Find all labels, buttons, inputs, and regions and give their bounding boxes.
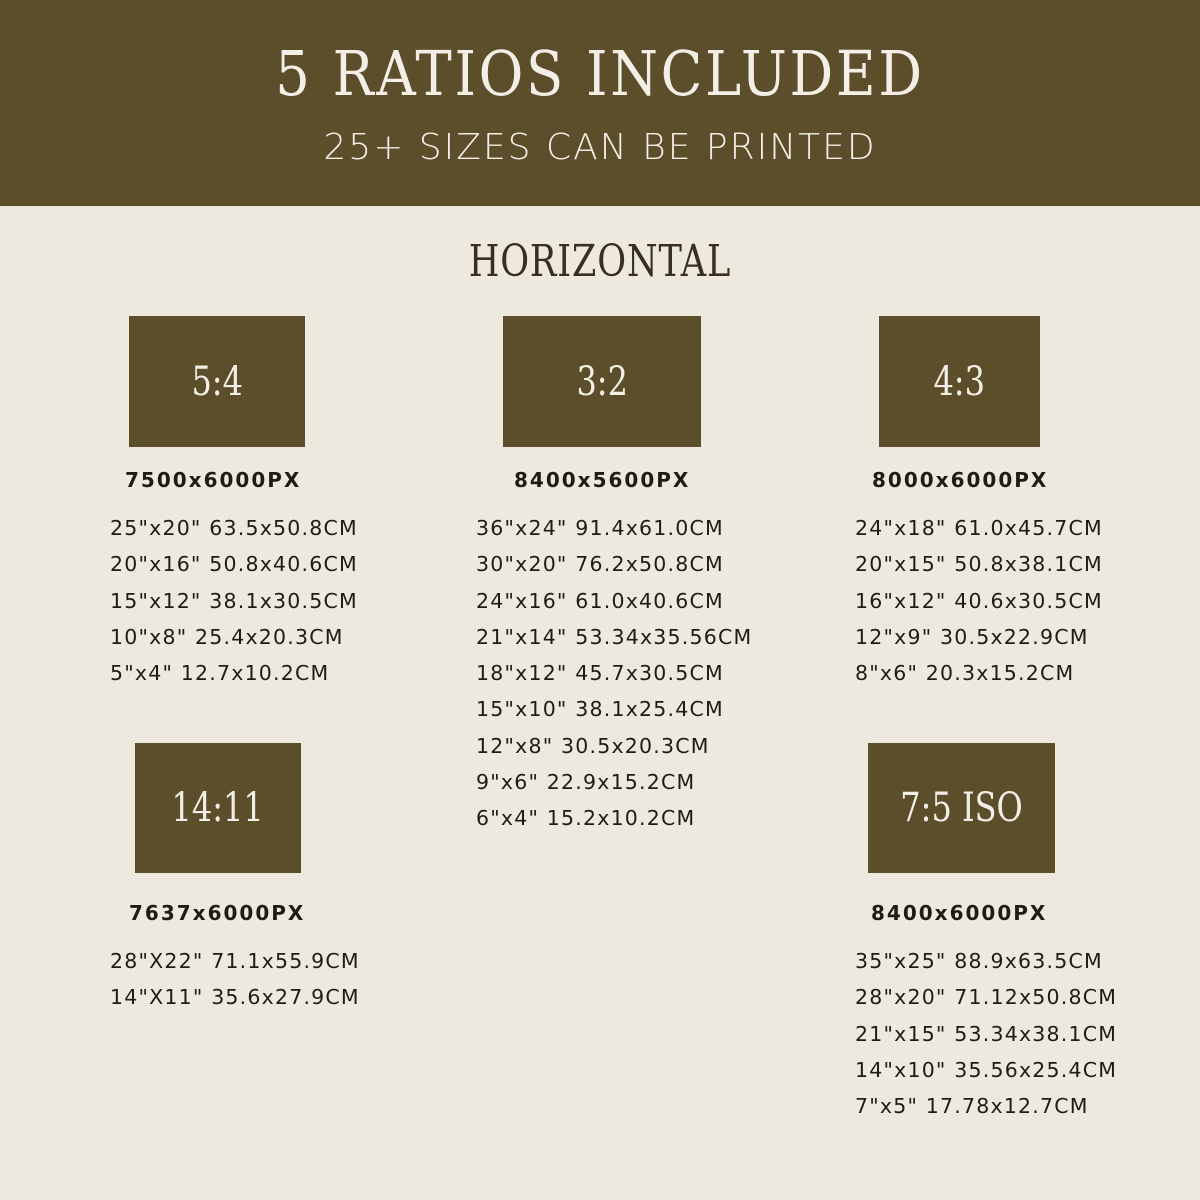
list-item: 10"x8" 25.4x20.3CM [110, 624, 344, 649]
list-item: 20"x15" 50.8x38.1CM [855, 552, 1103, 577]
ratio-box-3-2 [503, 316, 701, 447]
page-subtitle: 25+ SIZES CAN BE PRINTED [323, 127, 877, 168]
pixel-dimensions: 7637x6000PX [129, 901, 306, 925]
list-item: 24"x18" 61.0x45.7CM [855, 516, 1103, 540]
header-banner [0, 0, 1200, 206]
list-item: 28"x20" 71.12x50.8CM [855, 985, 1118, 1010]
ratio-label: 5:4 [191, 358, 243, 405]
list-item: 16"x12" 40.6x30.5CM [855, 588, 1103, 613]
list-item: 21"x15" 53.34x38.1CM [855, 1021, 1118, 1046]
list-item: 12"x9" 30.5x22.9CM [855, 624, 1089, 649]
list-item: 18"x12" 45.7x30.5CM [476, 661, 724, 686]
size-list-7-5-iso [855, 943, 1117, 1124]
ratio-label: 14:11 [171, 785, 265, 831]
list-item: 25"x20" 63.5x50.8CM [110, 516, 358, 540]
list-item: 15"x12" 38.1x30.5CM [110, 588, 358, 613]
pixel-dimensions: 8000x6000PX [872, 468, 1049, 492]
list-item: 21"x14" 53.34x35.56CM [476, 624, 753, 649]
list-item: 6"x4" 15.2x10.2CM [476, 806, 696, 831]
ratio-box-5-4 [129, 316, 305, 447]
size-list-4-3 [855, 510, 1103, 691]
list-item: 9"x6" 22.9x15.2CM [476, 770, 696, 795]
ratio-label: 7:5 ISO [900, 785, 1023, 831]
pixel-dimensions: 8400x5600PX [514, 468, 691, 492]
list-item: 30"x20" 76.2x50.8CM [476, 552, 724, 577]
list-item: 15"x10" 38.1x25.4CM [476, 697, 724, 722]
ratio-label: 4:3 [933, 358, 986, 405]
list-item: 7"x5" 17.78x12.7CM [855, 1094, 1089, 1119]
ratio-box-7-5-iso [868, 743, 1055, 873]
ratio-box-4-3 [879, 316, 1040, 447]
list-item: 24"x16" 61.0x40.6CM [476, 588, 724, 613]
list-item: 28"X22" 71.1x55.9CM [110, 949, 360, 973]
list-item: 5"x4" 12.7x10.2CM [110, 661, 330, 686]
list-item: 8"x6" 20.3x15.2CM [855, 661, 1075, 686]
size-list-3-2 [476, 510, 752, 837]
page-title: 5 RATIOS INCLUDED [275, 37, 925, 110]
list-item: 14"x10" 35.56x25.4CM [855, 1057, 1118, 1082]
ratio-label: 3:2 [576, 358, 628, 405]
ratio-box-14-11 [135, 743, 301, 873]
pixel-dimensions: 8400x6000PX [871, 901, 1048, 925]
section-heading: HORIZONTAL [468, 236, 732, 287]
size-list-14-11 [110, 943, 360, 1016]
size-list-5-4 [110, 510, 358, 691]
list-item: 20"x16" 50.8x40.6CM [110, 552, 358, 577]
list-item: 12"x8" 30.5x20.3CM [476, 733, 710, 758]
list-item: 36"x24" 91.4x61.0CM [476, 516, 724, 540]
list-item: 35"x25" 88.9x63.5CM [855, 949, 1103, 973]
list-item: 14"X11" 35.6x27.9CM [110, 985, 360, 1010]
pixel-dimensions: 7500x6000PX [125, 468, 302, 492]
